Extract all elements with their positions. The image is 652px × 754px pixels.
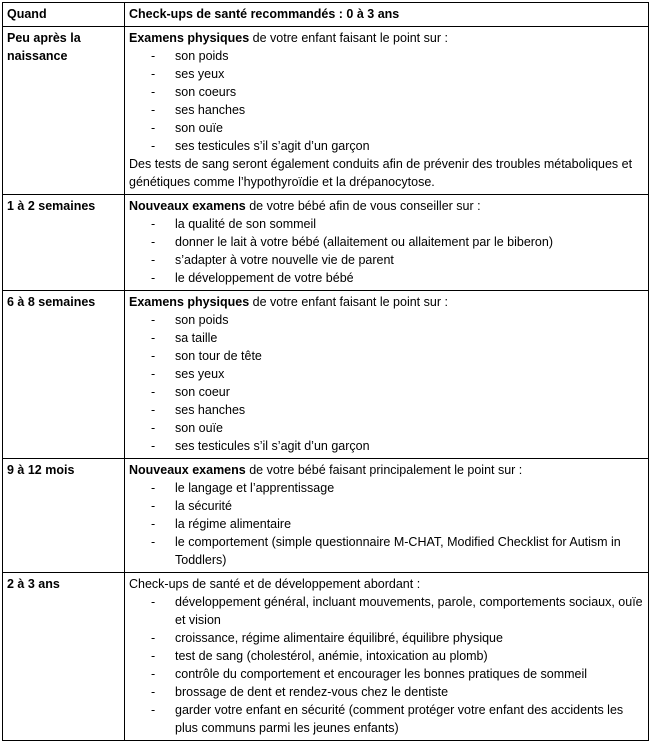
row-when: 6 à 8 semaines xyxy=(3,291,125,459)
list-item: - sa taille xyxy=(129,329,644,347)
row-when: Peu après la naissance xyxy=(3,27,125,195)
list-item: - test de sang (cholestérol, anémie, intoxication au plomb) xyxy=(129,647,644,665)
intro-bold: Nouveaux examens xyxy=(129,199,246,213)
list-item: - ses yeux xyxy=(129,65,644,83)
header-when: Quand xyxy=(3,3,125,27)
table-row xyxy=(3,291,649,459)
row-intro xyxy=(129,197,644,215)
list-item: - la qualité de son sommeil xyxy=(129,215,644,233)
item-list xyxy=(129,215,644,287)
list-item: - croissance, régime alimentaire équilibré, équilibre physique xyxy=(129,629,644,647)
row-intro xyxy=(129,575,644,593)
list-item: - son tour de tête xyxy=(129,347,644,365)
checkup-table xyxy=(2,2,649,741)
intro-rest: de votre bébé faisant principalement le point sur : xyxy=(245,463,523,477)
list-item: - la régime alimentaire xyxy=(129,515,644,533)
row-intro xyxy=(129,293,644,311)
table-row xyxy=(3,459,649,573)
list-item: - son ouïe xyxy=(129,419,644,437)
list-item: - son coeur xyxy=(129,383,644,401)
table-row xyxy=(3,27,649,195)
list-item: - ses testicules s’il s’agit d’un garçon xyxy=(129,437,644,455)
item-list xyxy=(129,593,644,737)
item-list xyxy=(129,47,644,155)
row-details xyxy=(125,291,649,459)
row-details xyxy=(125,27,649,195)
intro-bold: Nouveaux examens xyxy=(129,463,246,477)
intro-bold: Examens physiques xyxy=(129,295,250,309)
row-intro xyxy=(129,29,644,47)
list-item: - contrôle du comportement et encourager les bonnes pratiques de sommeil xyxy=(129,665,644,683)
intro-bold: Examens physiques xyxy=(129,31,250,45)
list-item: - garder votre enfant en sécurité (comment protéger votre enfant des accidents les plus communs parmi les jeunes enfants) xyxy=(129,701,644,737)
row-note: Des tests de sang seront également conduits afin de prévenir des troubles métaboliques et génétiques comme l’hypothyroïdie et la drépanocytose. xyxy=(129,157,633,189)
list-item: - la sécurité xyxy=(129,497,644,515)
list-item: - développement général, incluant mouvements, parole, comportements sociaux, ouïe et vision xyxy=(129,593,644,629)
intro-rest: de votre bébé afin de vous conseiller sur : xyxy=(245,199,481,213)
list-item: - ses yeux xyxy=(129,365,644,383)
intro-rest: de votre enfant faisant le point sur : xyxy=(249,31,448,45)
row-details xyxy=(125,195,649,291)
table-row xyxy=(3,573,649,741)
intro-rest: Check-ups de santé et de développement abordant : xyxy=(129,577,421,591)
list-item: - le comportement (simple questionnaire M-CHAT, Modified Checklist for Autism in Toddlers) xyxy=(129,533,644,569)
header-row xyxy=(3,3,649,27)
row-when: 2 à 3 ans xyxy=(3,573,125,741)
header-checkups: Check-ups de santé recommandés : 0 à 3 ans xyxy=(125,3,649,27)
intro-rest: de votre enfant faisant le point sur : xyxy=(249,295,448,309)
list-item: - son poids xyxy=(129,311,644,329)
row-details xyxy=(125,573,649,741)
list-item: - son coeurs xyxy=(129,83,644,101)
list-item: - le langage et l’apprentissage xyxy=(129,479,644,497)
item-list xyxy=(129,479,644,569)
list-item: - donner le lait à votre bébé (allaitement ou allaitement par le biberon) xyxy=(129,233,644,251)
list-item: - ses hanches xyxy=(129,401,644,419)
item-list xyxy=(129,311,644,455)
row-intro xyxy=(129,461,644,479)
row-when: 1 à 2 semaines xyxy=(3,195,125,291)
list-item: - s’adapter à votre nouvelle vie de parent xyxy=(129,251,644,269)
list-item: - son poids xyxy=(129,47,644,65)
list-item: - ses hanches xyxy=(129,101,644,119)
list-item: - ses testicules s’il s’agit d’un garçon xyxy=(129,137,644,155)
list-item: - brossage de dent et rendez-vous chez le dentiste xyxy=(129,683,644,701)
list-item: - son ouïe xyxy=(129,119,644,137)
table-row xyxy=(3,195,649,291)
row-details xyxy=(125,459,649,573)
row-when: 9 à 12 mois xyxy=(3,459,125,573)
list-item: - le développement de votre bébé xyxy=(129,269,644,287)
